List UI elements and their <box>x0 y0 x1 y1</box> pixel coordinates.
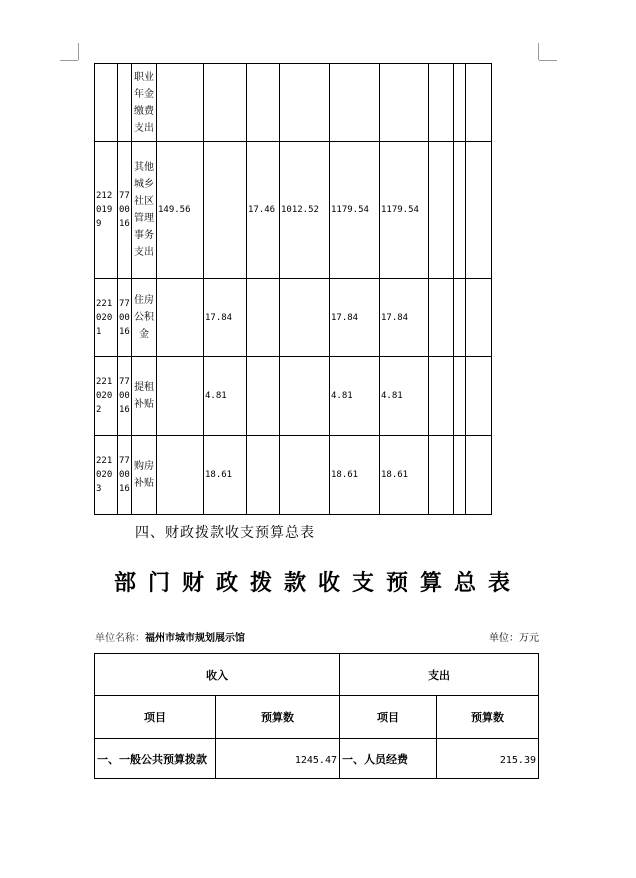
table-cell <box>118 64 132 142</box>
table-row <box>95 142 492 279</box>
table-row <box>95 436 492 515</box>
table-cell: 770016 <box>118 142 132 279</box>
table-cell <box>454 64 466 142</box>
table-cell <box>247 64 280 142</box>
table-cell: 770016 <box>118 357 132 436</box>
table-cell <box>95 64 118 142</box>
table-cell <box>466 142 492 279</box>
table-cell: 17.84 <box>330 279 380 357</box>
table-cell <box>157 357 204 436</box>
row-name: 提租补贴 <box>134 382 154 410</box>
crop-mark <box>538 43 539 60</box>
row-name: 住房公积金 <box>134 295 154 340</box>
table-cell: 4.81 <box>380 357 429 436</box>
crop-mark <box>78 43 79 60</box>
document-title: 部门财政拨款收支预算总表 <box>113 570 522 596</box>
table-cell: 2120199 <box>95 142 118 279</box>
table-cell: 17.84 <box>204 279 247 357</box>
table-cell <box>454 436 466 515</box>
budget-header: 预算数 <box>216 696 340 739</box>
income-header: 收入 <box>95 654 340 696</box>
table-cell: 18.61 <box>204 436 247 515</box>
table-cell <box>429 142 454 279</box>
table-cell <box>157 64 204 142</box>
table-row <box>95 279 492 357</box>
table-cell <box>132 64 157 142</box>
expenditure-table <box>94 63 492 515</box>
table-cell <box>247 279 280 357</box>
section-heading: 四、财政拨款收支预算总表 <box>135 525 315 541</box>
table-cell <box>280 357 330 436</box>
table-cell: 1012.52 <box>280 142 330 279</box>
table-cell <box>280 64 330 142</box>
table-cell <box>454 279 466 357</box>
table-cell <box>247 357 280 436</box>
table-cell <box>466 357 492 436</box>
table-cell <box>247 436 280 515</box>
crop-mark <box>539 60 557 61</box>
income-amount: 1245.47 <box>216 739 340 779</box>
table-cell <box>280 436 330 515</box>
table-cell: 770016 <box>118 279 132 357</box>
row-name: 其他城乡社区管理事务支出 <box>134 162 154 258</box>
table-row <box>95 64 492 142</box>
table-cell <box>429 436 454 515</box>
table-row <box>95 696 539 739</box>
table-cell <box>280 279 330 357</box>
table-cell: 1179.54 <box>380 142 429 279</box>
crop-mark <box>60 60 78 61</box>
table-cell: 4.81 <box>330 357 380 436</box>
table-cell <box>429 64 454 142</box>
table-cell: 2210203 <box>95 436 118 515</box>
income-item: 一、一般公共预算拨款 <box>95 739 216 779</box>
table-cell <box>466 436 492 515</box>
table-cell <box>132 142 157 279</box>
item-header: 项目 <box>95 696 216 739</box>
row-name: 职业年金缴费支出 <box>134 71 154 134</box>
table-cell <box>204 142 247 279</box>
table-cell <box>380 64 429 142</box>
table-cell <box>132 279 157 357</box>
table-cell <box>330 64 380 142</box>
table-cell <box>132 357 157 436</box>
table-cell <box>429 279 454 357</box>
table-cell <box>466 64 492 142</box>
table-cell <box>429 357 454 436</box>
item-header: 项目 <box>340 696 437 739</box>
table-cell <box>132 436 157 515</box>
table-row <box>95 739 539 779</box>
table-cell <box>157 436 204 515</box>
expense-item: 一、人员经费 <box>340 739 437 779</box>
unit-name-value: 福州市城市规划展示馆 <box>145 633 245 644</box>
table-cell <box>204 64 247 142</box>
table-cell: 2210202 <box>95 357 118 436</box>
table-cell: 4.81 <box>204 357 247 436</box>
table-cell: 2210201 <box>95 279 118 357</box>
table-cell: 18.61 <box>380 436 429 515</box>
budget-header: 预算数 <box>437 696 539 739</box>
table-cell: 17.46 <box>247 142 280 279</box>
expense-header: 支出 <box>340 654 539 696</box>
budget-summary-table <box>94 653 539 779</box>
expense-amount: 215.39 <box>437 739 539 779</box>
table-cell: 1179.54 <box>330 142 380 279</box>
currency-unit: 单位：万元 <box>489 633 539 644</box>
table-cell <box>454 357 466 436</box>
table-cell <box>157 279 204 357</box>
row-name: 购房补贴 <box>134 461 154 489</box>
table-cell <box>466 279 492 357</box>
table-row <box>95 357 492 436</box>
table-row <box>95 654 539 696</box>
table-cell <box>454 142 466 279</box>
unit-name-label: 单位名称： <box>95 633 145 644</box>
table-cell: 18.61 <box>330 436 380 515</box>
table-cell: 770016 <box>118 436 132 515</box>
table-cell: 17.84 <box>380 279 429 357</box>
unit-name-line <box>95 629 245 644</box>
table-cell: 149.56 <box>157 142 204 279</box>
